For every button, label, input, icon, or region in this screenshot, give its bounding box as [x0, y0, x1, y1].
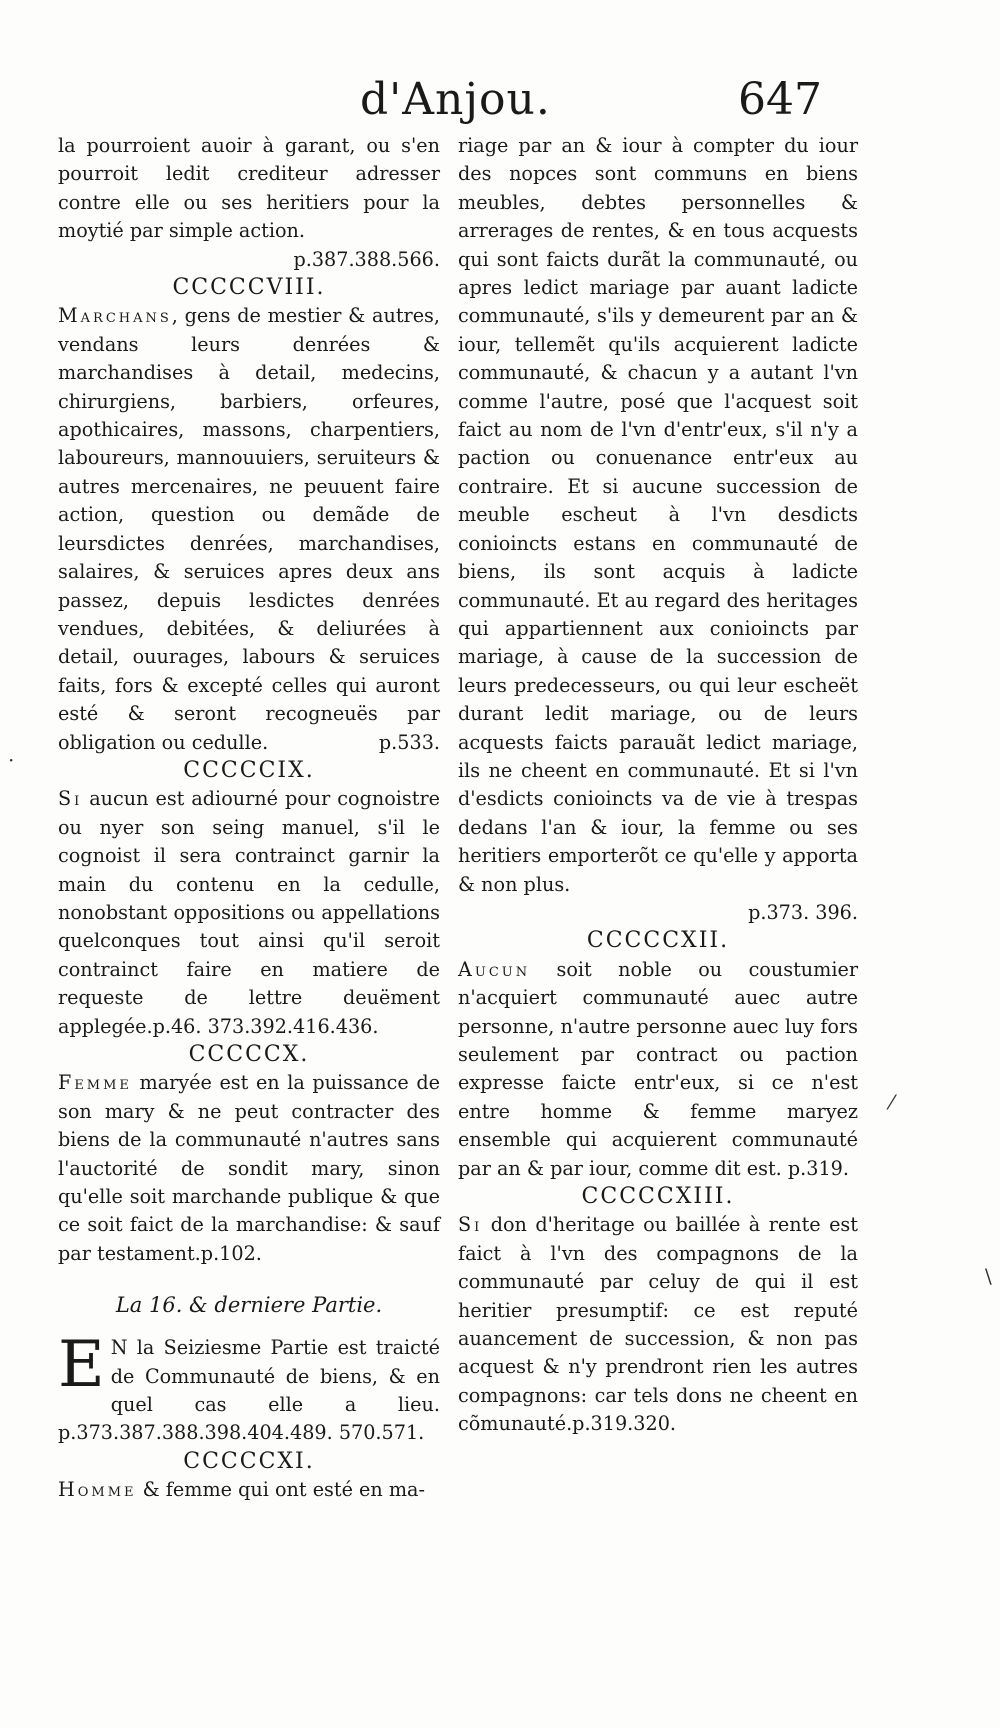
continuation-text: la pourroient auoir à garant, ou s'en pourroit ledit crediteur adresser contre elle ou ses heritiers pour la moytié par simple action.	[58, 134, 440, 243]
article-number-412: CCCCCXII.	[586, 928, 730, 954]
article-number-408: CCCCCVIII.	[172, 275, 326, 301]
article-number-411: CCCCCXI.	[183, 1448, 315, 1474]
article-lead-word: Si	[58, 787, 83, 811]
article-409	[58, 785, 440, 1041]
page-reference: p.102.	[200, 1241, 262, 1265]
part-introduction-text: N la Seiziesme Partie est traicté de Communauté de biens, & en quel cas elle a lieu.	[110, 1336, 440, 1417]
article-lead-word: Femme	[58, 1071, 132, 1095]
continuation-text: riage par an & iour à compter du iour des nopces sont communs en biens meubles, debtes personnelles & arrerages de rentes, & en tous acquests qui sont faicts durãt la communauté, ou apres ledict mariage par auant ladicte communauté, s'ils y demeurent par an & iour, tellemẽt qu'ils acquierent ladicte communauté, & chacun y a autant l'vn comme l'autre, posé que l'acquest soit faict au nom de l'vn d'entr'eux, s'il n'y a paction ou conuenance entr'eux au contraire. Et si aucune succession de meuble escheut à l'vn desdicts conioincts estans en communauté de biens, ils sont acquis à ladicte communauté. Et au regard des heritages qui appartiennent aux conioincts par mariage, à cause de la succession de leurs predecesseurs, ou qui leur escheët durant ledit mariage, ou de leurs acquests faicts parauãt ledict mariage, ils ne cheent en communauté. Et si l'vn d'esdicts conioincts va de vie à trespas dedans l'an & iour, la femme ou ses heritiers emporterõt ce qu'elle y apporta & non plus.	[458, 134, 858, 896]
article-text: aucun est adiourné pour cognoistre ou nyer son seing manuel, s'il le cognoist il sera contrainct garnir la main du contenu en la cedulle, nonobstant oppositions ou appellations quelconques tout ainsi qu'il seroit contrainct faire en matiere de requeste de lettre deuëment applegée.	[58, 787, 440, 1038]
drop-cap: E	[58, 1328, 105, 1403]
article-408	[58, 302, 440, 757]
article-412	[458, 956, 858, 1183]
continuation-paragraph	[58, 132, 440, 274]
article-413	[458, 1211, 858, 1438]
page-number: 647	[738, 74, 822, 125]
part-introduction	[58, 1328, 440, 1448]
page-reference: p.319.	[787, 1156, 849, 1180]
article-text: , gens de mestier & autres, vendans leurs denrées & marchandises à detail, medecins, chirurgiens, barbiers, orfeures, apothicaires, massons, charpentiers, laboureurs, mannouuiers, seruiteurs & autres mercenaires, ne peuuent faire action, question ou demãde de leursdictes denrées, marchandises, salaires, & seruices apres deux ans passez, depuis lesdictes denrées vendues, debitées, & deliurées à detail, ouurages, labours & seruices faits, fors & excepté celles qui auront esté & seront recogneuës par obligation ou cedulle.	[58, 304, 440, 754]
article-lead-word: Aucun	[458, 957, 531, 981]
article-text: & femme qui ont esté en ma-	[136, 1478, 425, 1502]
page-reference: p.533.	[378, 730, 440, 754]
page-reference: p.373. 396.	[748, 900, 858, 924]
part-heading: La 16. & derniere Partie.	[115, 1293, 383, 1318]
article-number-413: CCCCCXIII.	[581, 1184, 735, 1210]
page-reference: p.373.387.388.398.404.489. 570.571.	[58, 1421, 425, 1445]
running-head	[0, 72, 1000, 132]
article-lead-word: Si	[458, 1213, 483, 1237]
page-reference: p.46. 373.392.416.436.	[152, 1014, 379, 1038]
continuation-paragraph	[458, 132, 858, 927]
running-title: d'Anjou.	[360, 74, 551, 125]
article-lead-word: Homme	[58, 1478, 137, 1502]
article-text: don d'heritage ou baillée à rente est faict à l'vn des compagnons de la communauté par celuy de qui il est heritier presumptif: ce est reputé auancement de succession, & non pas acquest & n'y prendront rien les autres compagnons: car tels dons ne cheent en cõmunauté.	[458, 1213, 858, 1436]
right-column	[458, 132, 858, 1439]
article-411	[58, 1476, 440, 1504]
margin-mark: ·	[8, 748, 15, 772]
page-reference: p.319.320.	[572, 1412, 676, 1436]
page-reference: p.387.388.566.	[293, 247, 440, 271]
article-number-410: CCCCCX.	[188, 1042, 310, 1067]
article-lead-word: Marchans	[58, 304, 172, 328]
article-number-409: CCCCCIX.	[183, 757, 315, 783]
left-column	[58, 132, 440, 1505]
margin-mark: ⁄	[890, 1090, 894, 1114]
margin-mark: \	[985, 1264, 992, 1288]
article-410	[58, 1069, 440, 1268]
article-text: soit noble ou coustumier n'acquiert communauté auec autre personne, n'autre personne auec luy fors seulement par contract ou paction expresse faicte entr'eux, si ce n'est entre homme & femme maryez ensemble qui acquierent communauté par an & par iour, comme dit est.	[458, 957, 858, 1180]
article-text: maryée est en la puissance de son mary & ne peut contracter des biens de la communauté n'autres sans l'auctorité de sondit mary, sinon qu'elle soit marchande publique & que ce soit faict de la marchandise: & sauf par testament.	[58, 1071, 440, 1265]
